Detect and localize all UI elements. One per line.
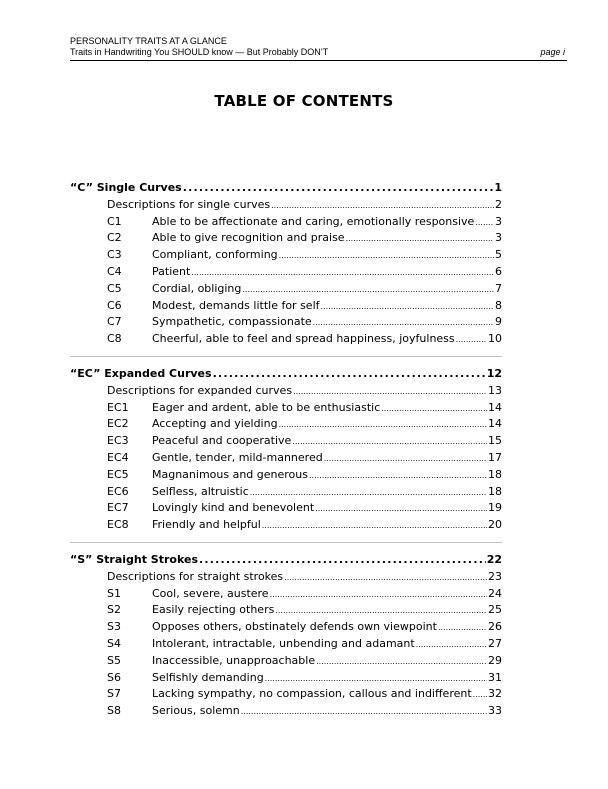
toc-entry-title: Able to be affectionate and caring, emotionally responsive: [152, 214, 475, 228]
toc-page-number: 31: [488, 670, 502, 684]
toc-entry-code: EC7: [107, 501, 129, 515]
toc-entry-title: Magnanimous and generous: [152, 467, 308, 481]
toc-page-number: 18: [488, 467, 502, 481]
toc-entry-title: Patient: [152, 264, 191, 278]
toc-page-number: 27: [488, 636, 502, 650]
toc-entry-code: EC2: [107, 417, 129, 431]
toc-entry-title: Descriptions for straight strokes: [107, 569, 284, 583]
toc-entry-title: Cordial, obliging: [152, 281, 242, 295]
toc-entry-title: Intolerant, intractable, unbending and adamant: [152, 636, 415, 650]
toc-entry[interactable]: [70, 517, 502, 534]
toc-entry[interactable]: [70, 247, 502, 264]
toc-entry-title: Serious, solemn: [152, 704, 240, 718]
toc-section: [70, 180, 502, 348]
toc-entry[interactable]: [70, 433, 502, 450]
dot-leader: [292, 434, 487, 451]
dot-leader: [279, 248, 494, 265]
toc-description-entry[interactable]: [70, 197, 502, 214]
dot-leader: [241, 704, 487, 721]
toc-entry-title: Selfishly demanding: [152, 670, 264, 684]
toc-entry[interactable]: [70, 264, 502, 281]
toc-entry[interactable]: [70, 703, 502, 720]
toc-entry[interactable]: [70, 586, 502, 603]
section-divider: [70, 356, 502, 357]
toc-entry-title: Gentle, tender, mild-mannered: [152, 450, 323, 464]
header-title: PERSONALITY TRAITS AT A GLANCE: [70, 36, 227, 46]
dot-leader: [270, 587, 487, 604]
dot-leader: [250, 485, 487, 502]
toc-page-number: 2: [495, 197, 502, 211]
toc-entry-title: Descriptions for expanded curves: [107, 383, 293, 397]
dot-leader: [271, 198, 494, 215]
dot-leader: [381, 401, 487, 418]
toc-entry-title: “C” Single Curves: [70, 181, 182, 194]
toc-entry[interactable]: [70, 230, 502, 247]
dot-leader: [315, 501, 487, 518]
toc-entry-title: Peaceful and cooperative: [152, 434, 292, 448]
toc-entry-title: Able to give recognition and praise: [152, 231, 345, 245]
toc-entry[interactable]: [70, 298, 502, 315]
toc-entry[interactable]: [70, 619, 502, 636]
toc-page-number: 6: [495, 264, 502, 278]
toc-entry-code: S2: [107, 603, 121, 617]
toc-page-number: 26: [488, 620, 502, 634]
toc-page-number: 12: [486, 366, 502, 380]
toc-entry[interactable]: [70, 653, 502, 670]
toc-page-number: 18: [488, 484, 502, 498]
toc-entry-code: C6: [107, 298, 122, 312]
toc-entry-code: C3: [107, 248, 122, 262]
toc-entry-title: Cool, severe, austere: [152, 586, 269, 600]
toc-entry[interactable]: [70, 416, 502, 433]
toc-entry-title: Cheerful, able to feel and spread happiness, joyfulness: [152, 332, 455, 346]
toc-page-number: 7: [495, 281, 502, 295]
toc-section-heading[interactable]: [70, 552, 502, 569]
dot-leader: [284, 570, 487, 587]
toc-page-number: 33: [488, 704, 502, 718]
toc-page-number: 20: [488, 518, 502, 532]
dot-leader: [191, 265, 494, 282]
dot-leader: [475, 215, 494, 232]
page-title: TABLE OF CONTENTS: [214, 92, 394, 110]
dot-leader: [265, 671, 487, 688]
toc-entry[interactable]: [70, 484, 502, 501]
toc-entry-code: EC6: [107, 484, 129, 498]
dot-leader: [316, 654, 487, 671]
toc-section: [70, 552, 502, 720]
toc-entry-code: EC8: [107, 518, 129, 532]
header-page-number: page i: [540, 47, 565, 57]
toc-entry-title: Lacking sympathy, no compassion, callous and indifferent: [152, 687, 472, 701]
toc-page-number: 3: [495, 214, 502, 228]
dot-leader: [324, 451, 487, 468]
toc-page-number: 1: [494, 181, 502, 194]
toc-page-number: 24: [488, 586, 502, 600]
dot-leader: [313, 315, 494, 332]
dot-leader: [279, 417, 487, 434]
toc-entry-code: EC3: [107, 434, 129, 448]
toc-description-entry[interactable]: [70, 569, 502, 586]
dot-leader: [183, 180, 494, 197]
dot-leader: [346, 231, 494, 248]
toc-page-number: 22: [486, 552, 502, 566]
toc-page-number: 5: [495, 248, 502, 262]
toc-entry-code: C7: [107, 315, 122, 329]
toc-page-number: 3: [495, 231, 502, 245]
toc-entry-code: C4: [107, 264, 122, 278]
toc-entry-title: Lovingly kind and benevolent: [152, 501, 315, 515]
toc-page-number: 23: [488, 569, 502, 583]
toc-page-number: 19: [488, 501, 502, 515]
toc-section-heading[interactable]: [70, 366, 502, 383]
toc-entry-code: S6: [107, 670, 121, 684]
toc-entry-code: C5: [107, 281, 122, 295]
dot-leader: [438, 620, 487, 637]
toc-entry-code: S1: [107, 586, 121, 600]
toc-entry-title: Selfless, altruistic: [152, 484, 249, 498]
toc-entry-title: Inaccessible, unapproachable: [152, 653, 316, 667]
toc-entry[interactable]: [70, 602, 502, 619]
toc-description-entry[interactable]: [70, 383, 502, 400]
toc-page-number: 29: [488, 653, 502, 667]
dot-leader: [242, 282, 494, 299]
toc-entry[interactable]: [70, 500, 502, 517]
dot-leader: [473, 687, 487, 704]
toc-entry[interactable]: [70, 670, 502, 687]
toc-entry-title: Descriptions for single curves: [107, 197, 271, 211]
table-of-contents: [70, 180, 502, 720]
toc-entry[interactable]: [70, 314, 502, 331]
toc-entry-code: EC4: [107, 450, 129, 464]
toc-entry[interactable]: [70, 686, 502, 703]
toc-entry[interactable]: [70, 450, 502, 467]
toc-page-number: 8: [495, 298, 502, 312]
dot-leader: [416, 637, 487, 654]
toc-page-number: 17: [488, 450, 502, 464]
toc-entry-code: EC5: [107, 467, 129, 481]
toc-entry-title: Sympathetic, compassionate: [152, 315, 312, 329]
toc-entry-title: Accepting and yielding: [152, 417, 278, 431]
toc-entry-title: Eager and ardent, able to be enthusiastic: [152, 400, 381, 414]
toc-entry-title: Modest, demands little for self: [152, 298, 320, 312]
toc-entry-title: Opposes others, obstinately defends own viewpoint: [152, 620, 437, 634]
toc-entry-code: C2: [107, 231, 122, 245]
toc-page-number: 25: [488, 603, 502, 617]
header-subtitle: Traits in Handwriting You SHOULD know — But Probably DON’T: [70, 47, 329, 57]
toc-section: [70, 366, 502, 534]
toc-entry-title: “S” Straight Strokes: [70, 552, 198, 566]
toc-page-number: 14: [488, 400, 502, 414]
dot-leader: [293, 384, 487, 401]
toc-entry-title: Easily rejecting others: [152, 603, 275, 617]
toc-entry[interactable]: [70, 467, 502, 484]
dot-leader: [309, 468, 487, 485]
dot-leader: [321, 299, 494, 316]
toc-entry-code: EC1: [107, 400, 129, 414]
dot-leader: [262, 518, 487, 535]
dot-leader: [456, 332, 487, 349]
toc-entry-code: C8: [107, 332, 122, 346]
toc-entry-code: S5: [107, 653, 121, 667]
toc-page-number: 10: [488, 332, 502, 346]
dot-leader: [199, 552, 486, 569]
toc-page-number: 9: [495, 315, 502, 329]
toc-entry-code: S8: [107, 704, 121, 718]
toc-page-number: 15: [488, 434, 502, 448]
page-header: [70, 36, 567, 61]
dot-leader: [213, 366, 486, 383]
toc-entry-code: C1: [107, 214, 122, 228]
toc-page-number: 13: [488, 383, 502, 397]
toc-entry-code: S3: [107, 620, 121, 634]
toc-entry-title: Friendly and helpful: [152, 518, 261, 532]
toc-entry[interactable]: [70, 281, 502, 298]
toc-entry-code: S4: [107, 636, 121, 650]
toc-entry-title: “EC” Expanded Curves: [70, 366, 212, 380]
toc-entry-title: Compliant, conforming: [152, 248, 278, 262]
toc-entry[interactable]: [70, 636, 502, 653]
toc-entry[interactable]: [70, 214, 502, 231]
toc-page-number: 32: [488, 687, 502, 701]
toc-page-number: 14: [488, 417, 502, 431]
toc-entry[interactable]: [70, 331, 502, 348]
toc-section-heading[interactable]: [70, 180, 502, 197]
toc-entry-code: S7: [107, 687, 121, 701]
toc-entry[interactable]: [70, 400, 502, 417]
dot-leader: [275, 603, 487, 620]
section-divider: [70, 542, 502, 543]
